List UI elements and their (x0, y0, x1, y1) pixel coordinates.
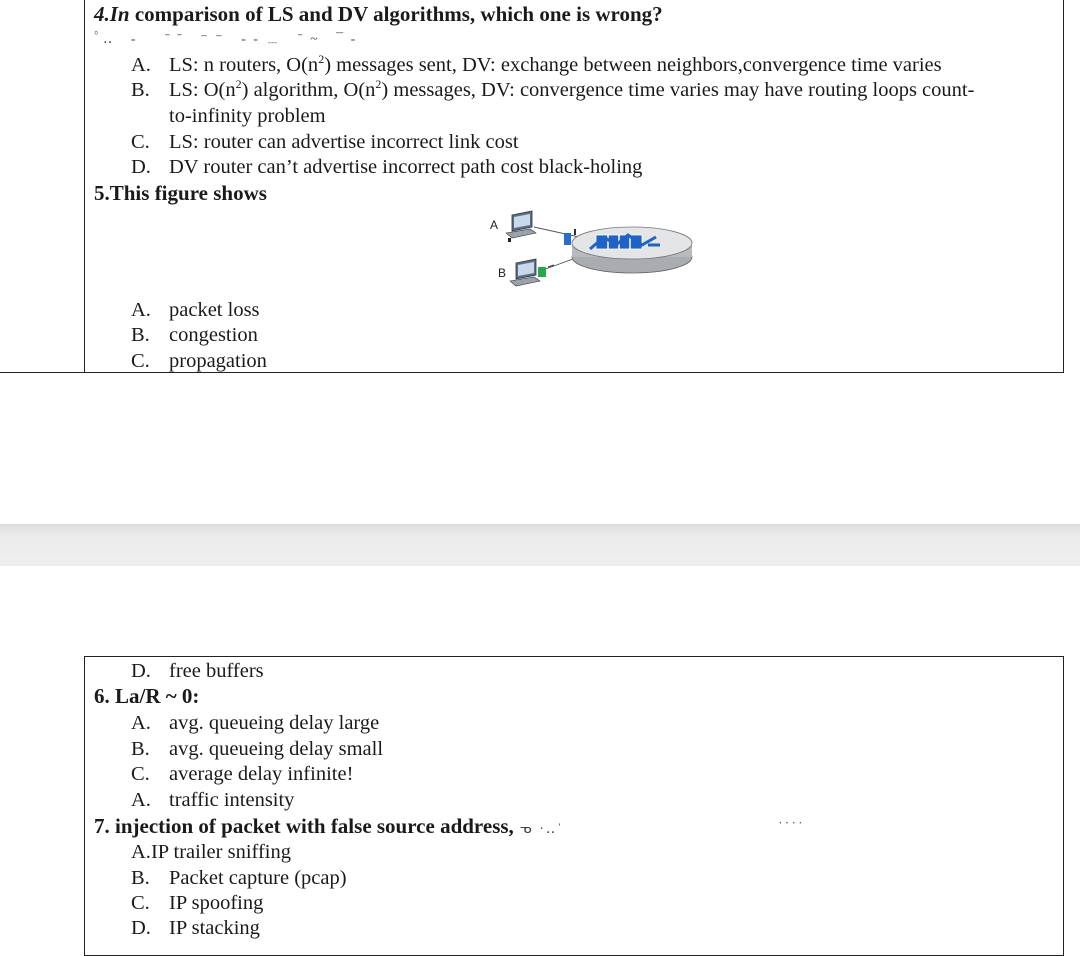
q4-option-b[interactable]: B. LS: $O(n^2)$ algorithm, $O(n^2)$ messages, DV: convergence time varies may have routing loops count- (131, 77, 975, 101)
host-a-label: A (490, 218, 499, 232)
page-top (0, 0, 1080, 376)
q5-number: 5. (94, 181, 110, 205)
q5-option-b[interactable]: B. congestion (131, 324, 258, 346)
packet-green (538, 267, 546, 277)
q6-number: 6. (94, 684, 110, 708)
q7-option-b[interactable]: B. Packet capture (pcap) (131, 867, 347, 889)
q4-text-first: In (109, 2, 130, 26)
q4-option-d[interactable]: D. DV router can’t advertise incorrect path cost black-holing (131, 156, 643, 178)
q5-heading (94, 181, 267, 206)
divider-line (0, 372, 84, 373)
q4-number: 4. (94, 2, 110, 26)
queue-figure (486, 205, 696, 295)
router-icon (572, 227, 692, 273)
q7-text: injection of packet with false source address, (115, 814, 514, 838)
q7-option-a[interactable]: A.IP trailer sniffing (131, 841, 291, 863)
q5-text: This figure shows (109, 181, 267, 205)
page-separator (0, 524, 1080, 566)
scribble-right: ˙˙˙˙ (778, 820, 805, 835)
q4-option-c[interactable]: C. LS: router can advertise incorrect link cost (131, 131, 519, 153)
packet-blue (564, 233, 571, 245)
host-b-computer-icon (510, 259, 540, 286)
q6-option-d[interactable]: A. traffic intensity (131, 789, 295, 811)
q7-option-d[interactable]: D. IP stacking (131, 917, 260, 939)
q7-heading (94, 814, 564, 839)
q6-option-b[interactable]: B. avg. queueing delay small (131, 738, 384, 760)
q4-text: comparison of LS and DV algorithms, which one is wrong? (134, 2, 663, 26)
q7-option-c[interactable]: C. IP spoofing (131, 892, 264, 914)
q6-option-a[interactable]: A. avg. queueing delay large (131, 712, 380, 734)
host-a-computer-icon (506, 211, 536, 242)
host-b-label: B (498, 266, 507, 280)
q6-heading (94, 684, 199, 709)
q4-heading (94, 2, 663, 27)
q6-option-c[interactable]: C. average delay infinite! (131, 763, 354, 785)
scribble-marks: ﾟ‥ ‐ ˉ ˉ ⁻ ⁻ ‐ ‐ ﹍ ˉ ~ ¯ ‐ (94, 32, 358, 47)
q4-option-b-continuation: to-infinity problem (169, 105, 326, 127)
q5-option-d[interactable]: D. free buffers (131, 660, 264, 682)
q5-option-c[interactable]: C. propagation (131, 350, 267, 372)
q7-number: 7. (94, 814, 110, 838)
q6-text: La/R ~ 0: (115, 684, 200, 708)
q5-option-a[interactable]: A. packet loss (131, 299, 260, 321)
q7-scribble: ᓀ ·‥ˈ (519, 822, 564, 837)
q4-option-a[interactable]: A. LS: n routers, $O(n^2)$ messages sent, DV: exchange between neighbors,convergence time varies (131, 52, 942, 76)
